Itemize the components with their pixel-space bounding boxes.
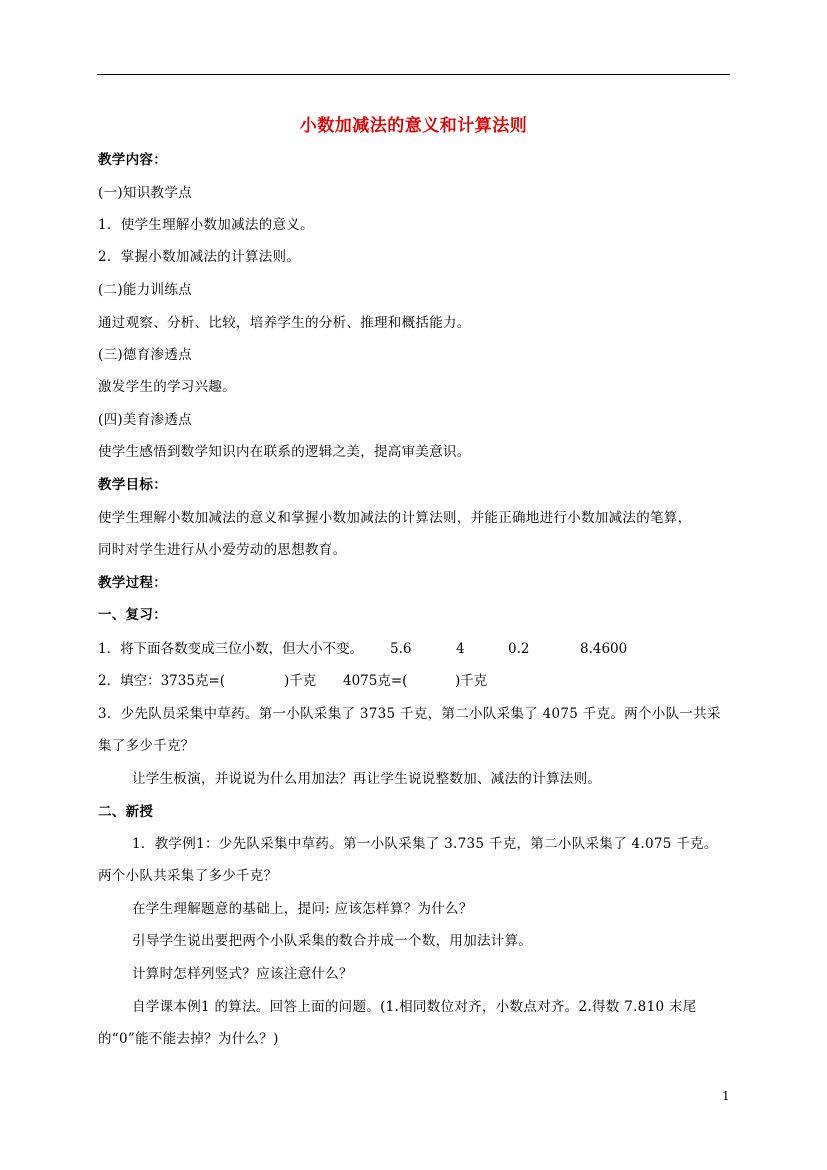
ability-text: 通过观察、分析、比较，培养学生的分析、推理和概括能力。 — [98, 315, 471, 331]
self-study-line-1: 自学课本例1 的算法。回答上面的问题。(1.相同数位对齐，小数点对齐。2.得数 7.810 末尾 — [132, 999, 697, 1015]
aesthetic-text: 使学生感悟到数学知识内在联系的逻辑之美，提高审美意识。 — [98, 444, 471, 460]
moral-text: 激发学生的学习兴趣。 — [98, 379, 236, 395]
review-value: 5.6 — [390, 641, 412, 657]
section-heading-process: 教学过程： — [98, 575, 167, 591]
fill-unit-2: )千克 — [455, 673, 488, 689]
moral-heading: (三)德育渗透点 — [98, 347, 192, 363]
knowledge-item-2: 2．掌握小数加减法的计算法则。 — [98, 249, 301, 265]
review-item-1 — [98, 640, 628, 658]
section-heading-content: 教学内容： — [98, 152, 167, 168]
example-1-line-1: 1．教学例1：少先队采集中草药。第一小队采集了 3.735 千克，第二小队采集了 4.075 千克。 — [132, 836, 718, 852]
review-heading: 一、复习： — [98, 607, 167, 623]
header-rule — [97, 74, 730, 75]
review-item-3-line-2: 集了多少千克？ — [98, 738, 195, 754]
example-1-line-2: 两个小队共采集了多少千克？ — [98, 868, 278, 884]
review-value: 4 — [456, 641, 465, 657]
fill-second: 4075克=( — [343, 673, 408, 689]
ability-heading: (二)能力训练点 — [98, 282, 192, 298]
question-1: 在学生理解题意的基础上，提问: 应该怎样算？为什么？ — [132, 901, 473, 917]
review-value: 8.4600 — [580, 641, 628, 657]
guidance-text: 引导学生说出要把两个小队采集的数合并成一个数，用加法计算。 — [132, 933, 533, 949]
page-number: 1 — [722, 1089, 730, 1103]
knowledge-item-1: 1．使学生理解小数加减法的意义。 — [98, 217, 314, 233]
fill-unit-1: )千克 — [284, 673, 317, 689]
aesthetic-heading: (四)美育渗透点 — [98, 412, 192, 428]
page-title: 小数加减法的意义和计算法则 — [299, 116, 528, 136]
question-2: 计算时怎样列竖式？应该注意什么？ — [132, 966, 353, 982]
fill-prefix: 2．填空：3735克=( — [98, 673, 226, 689]
goals-line-2: 同时对学生进行从小爱劳动的思想教育。 — [98, 542, 347, 558]
self-study-line-2: 的“0”能不能去掉？为什么？) — [98, 1031, 279, 1047]
section-heading-goals: 教学目标： — [98, 477, 167, 493]
review-value: 0.2 — [508, 641, 530, 657]
new-lesson-heading: 二、新授 — [98, 804, 154, 820]
goals-line-1: 使学生理解小数加减法的意义和掌握小数加减法的计算法则，并能正确地进行小数加减法的笔算， — [98, 510, 692, 526]
knowledge-heading: (一)知识教学点 — [98, 185, 192, 201]
review-note: 让学生板演，并说说为什么用加法？再让学生说说整数加、减法的计算法则。 — [132, 771, 602, 787]
review-item-3-line-1: 3．少先队员采集中草药。第一小队采集了 3735 千克，第二小队采集了 4075 千克。两个小队一共采 — [98, 706, 721, 722]
review-item-1-text: 1．将下面各数变成三位小数，但大小不变。 — [98, 641, 364, 657]
